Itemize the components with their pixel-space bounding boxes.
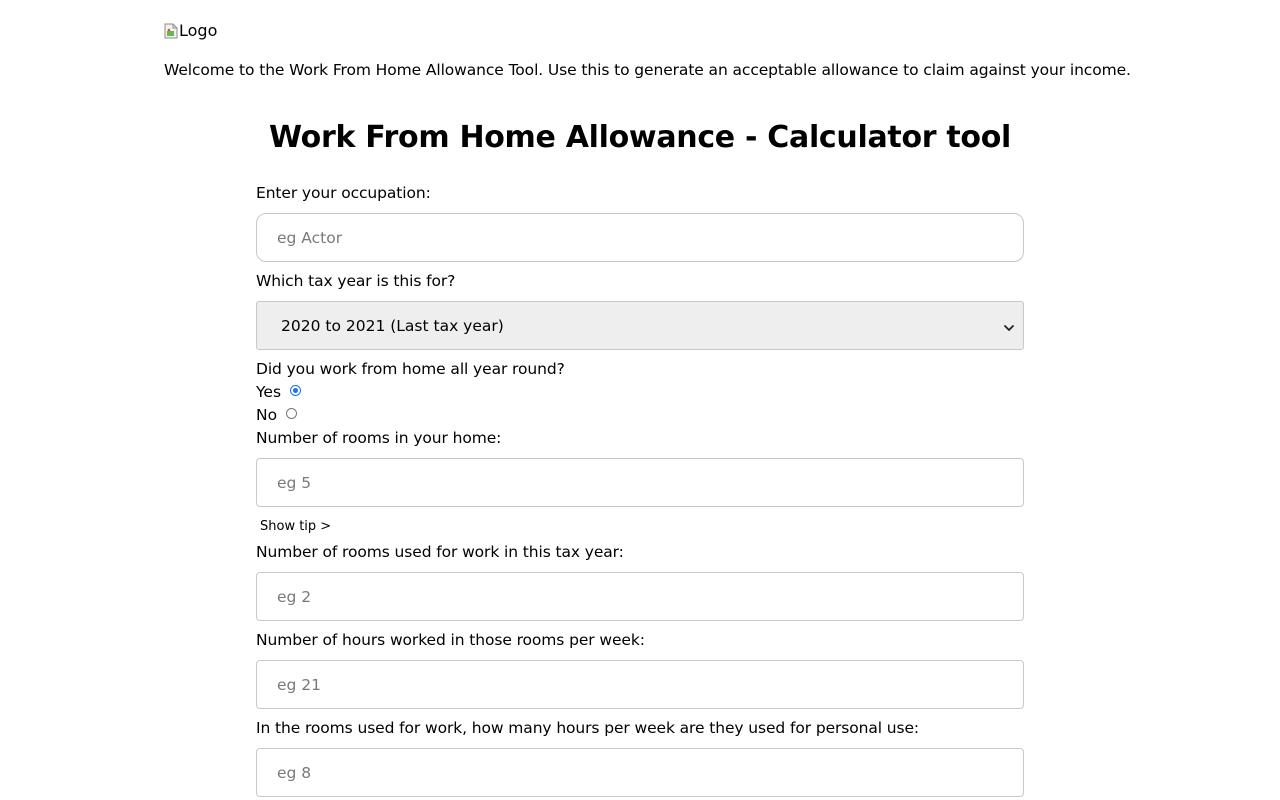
page-title: Work From Home Allowance - Calculator tool [268, 120, 1012, 155]
occupation-input[interactable] [256, 213, 1024, 262]
hours-worked-label: Number of hours worked in those rooms per week: [256, 631, 645, 649]
logo [164, 21, 217, 41]
hours-worked-input[interactable] [256, 660, 1024, 709]
hours-personal-label: In the rooms used for work, how many hours per week are they used for personal use: [256, 719, 920, 737]
yes-radio[interactable] [290, 385, 301, 396]
logo-alt-text: Logo [179, 21, 218, 40]
welcome-text: Welcome to the Work From Home Allowance Tool. Use this to generate an acceptable allowance to claim against your income. [164, 61, 1131, 79]
tax-year-selected: 2020 to 2021 (Last tax year) [281, 316, 504, 335]
all-year-label: Did you work from home all year round? [256, 360, 565, 378]
rooms-work-input[interactable] [256, 572, 1024, 621]
chevron-down-icon [1003, 320, 1015, 332]
tax-year-label: Which tax year is this for? [256, 272, 456, 290]
all-year-option-yes[interactable] [256, 381, 301, 403]
rooms-total-label: Number of rooms in your home: [256, 429, 502, 447]
occupation-label: Enter your occupation: [256, 184, 431, 202]
rooms-work-label: Number of rooms used for work in this tax year: [256, 543, 624, 561]
all-year-option-no[interactable] [256, 404, 297, 426]
broken-image-icon [164, 23, 178, 39]
show-tip-link[interactable]: Show tip > [260, 519, 332, 534]
no-radio[interactable] [286, 408, 297, 419]
rooms-total-input[interactable] [256, 458, 1024, 507]
hours-personal-input[interactable] [256, 748, 1024, 797]
tax-year-select[interactable] [256, 301, 1024, 350]
no-label: No [256, 406, 278, 424]
yes-label: Yes [256, 383, 282, 401]
